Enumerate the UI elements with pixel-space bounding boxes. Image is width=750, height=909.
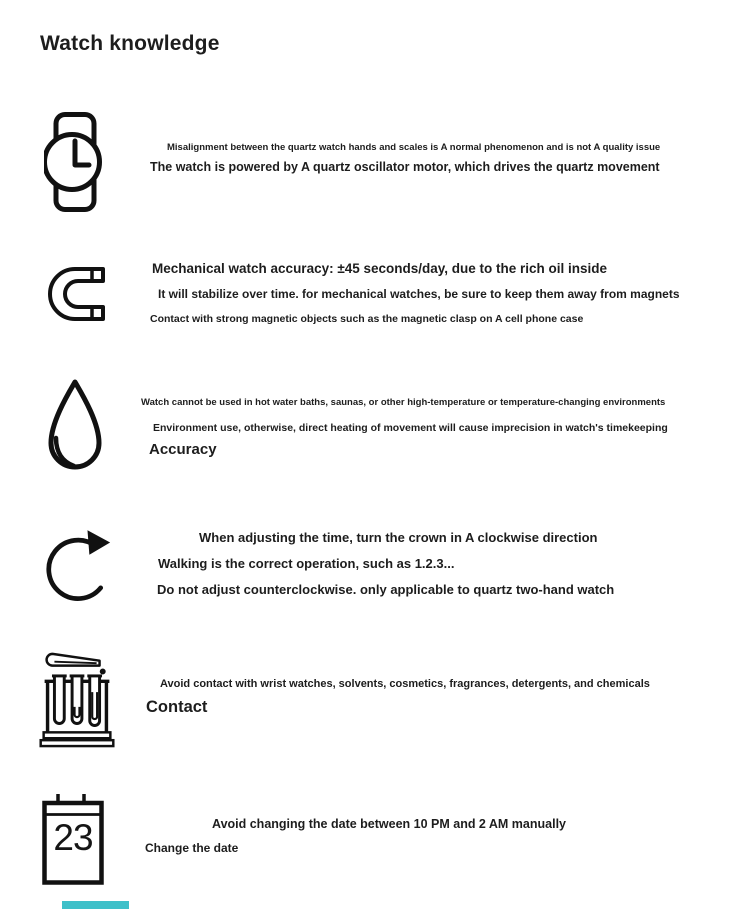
quartz-note-main: The watch is powered by A quartz oscillator motor, which drives the quartz movement — [150, 160, 660, 174]
page-title: Watch knowledge — [40, 32, 220, 55]
test-tubes-icon — [38, 646, 116, 750]
temperature-heading: Accuracy — [149, 441, 217, 458]
contact-heading: Contact — [146, 698, 208, 716]
magnet-icon — [45, 266, 107, 324]
water-drop-icon — [42, 378, 108, 480]
accent-bar — [62, 901, 129, 909]
magnet-note-secondary: It will stabilize over time. for mechanical watches, be sure to keep them away from magnets — [158, 287, 680, 301]
temperature-note-secondary: Environment use, otherwise, direct heating of movement will cause imprecision in watch's timekeeping — [153, 422, 668, 434]
crown-note-1: When adjusting the time, turn the crown in A clockwise direction — [199, 530, 598, 545]
crown-note-3: Do not adjust counterclockwise. only applicable to quartz two-hand watch — [157, 582, 615, 597]
quartz-note-small: Misalignment between the quartz watch hands and scales is A normal phenomenon and is not A quality issue — [167, 142, 661, 153]
date-note-main: Avoid changing the date between 10 PM and 2 AM manually — [212, 817, 566, 831]
rotate-clockwise-icon — [46, 524, 112, 612]
crown-note-2: Walking is the correct operation, such as 1.2.3... — [158, 556, 455, 571]
calendar-date-number: 23 — [53, 817, 93, 858]
contact-note-small: Avoid contact with wrist watches, solvents, cosmetics, fragrances, detergents, and chemicals — [160, 678, 650, 690]
date-note-secondary: Change the date — [145, 841, 239, 855]
magnet-note-small: Contact with strong magnetic objects such as the magnetic clasp on A cell phone case — [150, 313, 584, 325]
magnet-note-main: Mechanical watch accuracy: ±45 seconds/day, due to the rich oil inside — [152, 261, 608, 276]
wristwatch-icon — [44, 112, 102, 212]
temperature-note-small: Watch cannot be used in hot water baths, saunas, or other high-temperature or temperature-changing environments — [141, 397, 666, 408]
